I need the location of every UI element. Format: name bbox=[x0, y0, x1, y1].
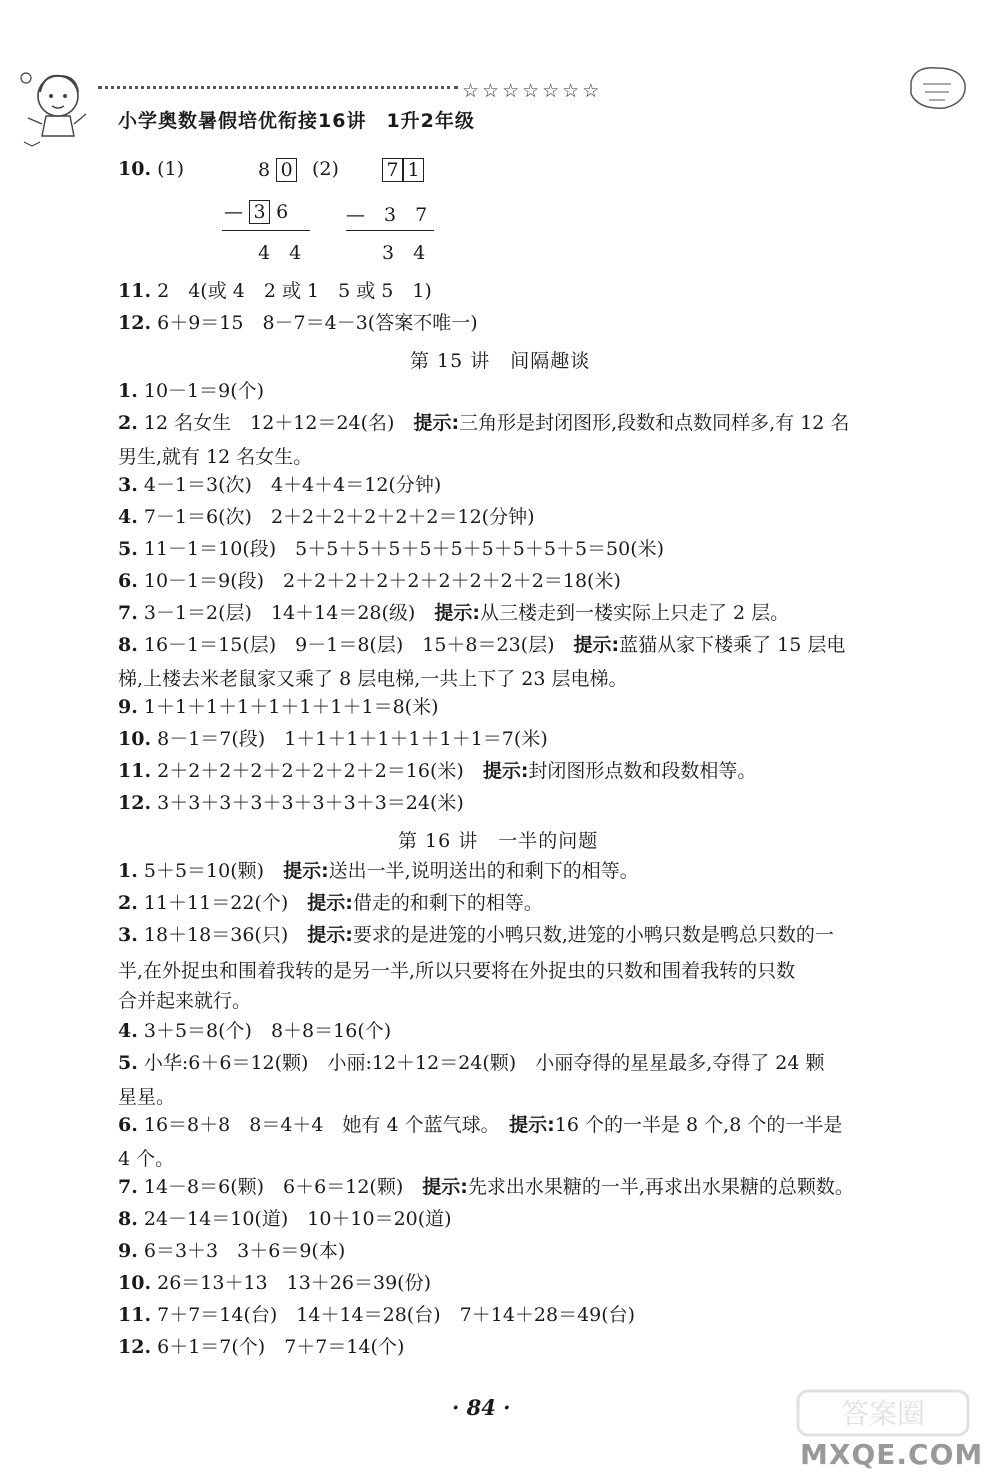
answer-line: 2. 11＋11＝22(个) 提示:借走的和剩下的相等。 bbox=[118, 892, 543, 914]
answer-line: 9. 1＋1＋1＋1＋1＋1＋1＋1＝8(米) bbox=[118, 696, 439, 718]
continuation-line: 4 个。 bbox=[118, 1148, 175, 1170]
continuation-line: 梯,上楼去米老鼠家又乘了 8 层电梯,一共上下了 23 层电梯。 bbox=[118, 668, 628, 690]
answer-line: 1. 10－1＝9(个) bbox=[118, 380, 265, 402]
answer-line: 8. 16－1＝15(层) 9－1＝8(层) 15＋8＝23(层) 提示:蓝猫从家下楼乘了 15 层电 bbox=[118, 634, 846, 656]
sum-rule bbox=[222, 230, 310, 231]
answer-line: 12. 6＋1＝7(个) 7＋7＝14(个) bbox=[118, 1336, 405, 1358]
q10-part-2-label: (2) bbox=[312, 158, 339, 180]
answer-line: 7. 3－1＝2(层) 14＋14＝28(级) 提示:从三楼走到一楼实际上只走了 2 层。 bbox=[118, 602, 790, 624]
watermark-text: MXQE.COM bbox=[800, 1438, 984, 1471]
answer-line: 3. 18＋18＝36(只) 提示:要求的是进笼的小鸭只数,进笼的小鸭只数是鸭总只数的一 bbox=[118, 924, 834, 946]
answer-line: 11. 2 4(或 4 2 或 1 5 或 5 1) bbox=[118, 280, 432, 302]
continuation-line: 半,在外捉虫和围着我转的是另一半,所以只要将在外捉虫的只数和围着我转的只数 bbox=[118, 960, 796, 982]
answer-line: 10. 26＝13＋13 13＋26＝39(份) bbox=[118, 1272, 431, 1294]
answer-line: 11. 2＋2＋2＋2＋2＋2＋2＋2＝16(米) 提示:封闭图形点数和段数相等。 bbox=[118, 760, 757, 782]
answer-line: 9. 6＝3＋3 3＋6＝9(本) bbox=[118, 1240, 346, 1262]
digit: 6 bbox=[276, 201, 289, 223]
answer-box: 1 bbox=[403, 158, 424, 182]
continuation-line: 男生,就有 12 名女生。 bbox=[118, 446, 313, 468]
cartoon-girl-icon bbox=[14, 62, 100, 150]
answer-line: 5. 小华:6＋6＝12(颗) 小丽:12＋12＝24(颗) 小丽夺得的星星最多,夺得了 24 颗 bbox=[118, 1052, 825, 1074]
minus-sign: — bbox=[224, 201, 243, 223]
answer-line: 11. 7＋7＝14(台) 14＋14＝28(台) 7＋14＋28＝49(台) bbox=[118, 1304, 636, 1326]
page-number: · 84 · bbox=[452, 1395, 511, 1420]
answer-line: 7. 14－8＝6(颗) 6＋6＝12(颗) 提示:先求出水果糖的一半,再求出水果糖的总颗数。 bbox=[118, 1176, 854, 1198]
answer-box: 7 bbox=[382, 158, 403, 182]
book-title: 小学奥数暑假培优衔接16讲 1升2年级 bbox=[118, 110, 475, 132]
answer-line: 2. 12 名女生 12＋12＝24(名) 提示:三角形是封闭图形,段数和点数同样多,有 12 名 bbox=[118, 412, 850, 434]
digits: 3 7 bbox=[384, 204, 428, 226]
q10-number: 10. (1) bbox=[118, 158, 185, 180]
answer-box: 3 bbox=[249, 200, 270, 224]
answer-line: 6. 16＝8＋8 8＝4＋4 她有 4 个蓝气球。 提示:16 个的一半是 8 个,8 个的一半是 bbox=[118, 1114, 843, 1136]
minus-sign: — bbox=[346, 204, 365, 226]
sum-rule bbox=[346, 230, 434, 231]
section-title: 第 15 讲 间隔趣谈 bbox=[410, 350, 591, 372]
answer-line: 8. 24－14＝10(道) 10＋10＝20(道) bbox=[118, 1208, 452, 1230]
header-dotted-rule bbox=[98, 86, 458, 89]
answer-box: 0 bbox=[276, 158, 297, 182]
answer-line: 1. 5＋5＝10(颗) 提示:送出一半,说明送出的和剩下的相等。 bbox=[118, 860, 639, 882]
section-title: 第 16 讲 一半的问题 bbox=[398, 830, 599, 852]
corner-stamp-icon bbox=[905, 62, 969, 112]
answer-line: 3. 4－1＝3(次) 4＋4＋4＝12(分钟) bbox=[118, 474, 442, 496]
svg-text:答案圈: 答案圈 bbox=[840, 1397, 926, 1430]
answer-line: 12. 3＋3＋3＋3＋3＋3＋3＋3＝24(米) bbox=[118, 792, 464, 814]
continuation-line: 合并起来就行。 bbox=[118, 990, 252, 1012]
answer-line: 5. 11－1＝10(段) 5＋5＋5＋5＋5＋5＋5＋5＋5＋5＝50(米) bbox=[118, 538, 665, 560]
answer-line: 12. 6＋9＝15 8－7＝4－3(答案不唯一) bbox=[118, 312, 478, 334]
digit: 8 bbox=[258, 159, 271, 181]
answer-line: 4. 7－1＝6(次) 2＋2＋2＋2＋2＋2＝12(分钟) bbox=[118, 506, 535, 528]
answer-line: 10. 8－1＝7(段) 1＋1＋1＋1＋1＋1＋1＝7(米) bbox=[118, 728, 548, 750]
answer-line: 4. 3＋5＝8(个) 8＋8＝16(个) bbox=[118, 1020, 392, 1042]
answer-line: 6. 10－1＝9(段) 2＋2＋2＋2＋2＋2＋2＋2＋2＝18(米) bbox=[118, 570, 621, 592]
result: 3 4 bbox=[382, 242, 426, 264]
continuation-line: 星星。 bbox=[118, 1086, 176, 1108]
header-stars: ☆☆☆☆☆☆☆ bbox=[462, 80, 603, 102]
result: 4 4 bbox=[258, 242, 302, 264]
